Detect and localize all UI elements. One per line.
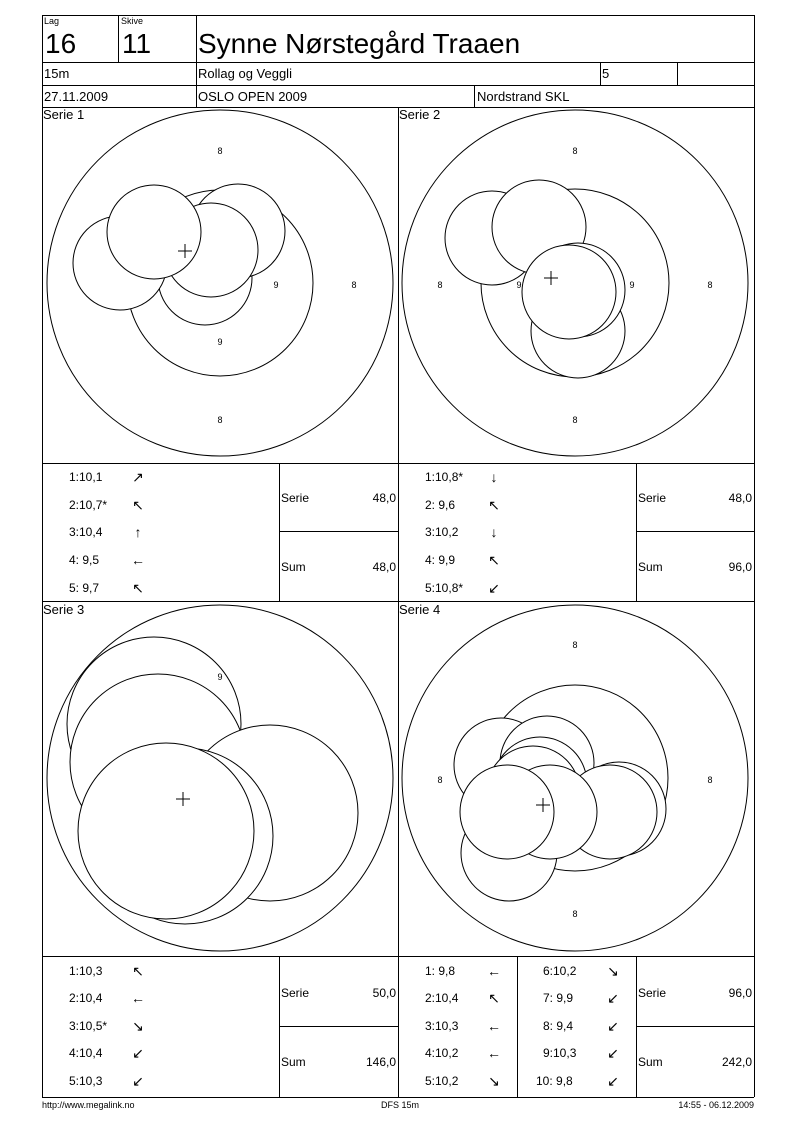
shot-direction-icon: ↙ <box>132 1045 144 1061</box>
shot-direction-icon: ↘ <box>607 963 619 979</box>
shot-score: 4: 9,5 <box>69 553 100 567</box>
class-value: 5 <box>602 66 610 81</box>
lag-number: 16 <box>45 28 77 59</box>
serie-1-label: Serie 1 <box>43 107 85 122</box>
ring-label: 8 <box>572 146 578 156</box>
sum-score: 48,0 <box>372 560 396 574</box>
shot-score: 5:10,3 <box>69 1074 103 1088</box>
shot-direction-icon: ← <box>487 963 501 979</box>
shot-direction-icon: ↙ <box>607 990 619 1006</box>
serie-score: 50,0 <box>372 986 396 1000</box>
shot-score: 3:10,5* <box>69 1019 108 1033</box>
serie-label: Serie <box>638 491 667 505</box>
distance: 15m <box>44 66 70 81</box>
event-date: 27.11.2009 <box>44 89 109 104</box>
shot-score: 1:10,1 <box>69 470 103 484</box>
shot-score: 1:10,8* <box>425 470 464 484</box>
ring-label: 9 <box>217 672 223 682</box>
serie-4-label: Serie 4 <box>399 602 441 617</box>
shot-score: 2:10,4 <box>69 991 103 1005</box>
shot-direction-icon: ↖ <box>132 497 144 513</box>
ring-label: 8 <box>217 415 223 425</box>
serie-label: Serie <box>281 491 310 505</box>
ring-label: 8 <box>351 280 357 290</box>
footer-program: DFS 15m <box>380 1100 419 1110</box>
shot-direction-icon: ← <box>487 1018 501 1034</box>
sum-label: Sum <box>281 560 306 574</box>
shot-score: 8: 9,4 <box>543 1019 574 1033</box>
ring-label: 9 <box>516 280 522 290</box>
sum-score: 96,0 <box>728 560 752 574</box>
ring-label: 8 <box>707 775 713 785</box>
club-name: Rollag og Veggli <box>198 66 292 81</box>
ring-label: 8 <box>707 280 713 290</box>
ring-label: 8 <box>572 640 578 650</box>
shot-score: 9:10,3 <box>543 1046 577 1060</box>
sum-label: Sum <box>281 1055 306 1069</box>
shot-direction-icon: ↙ <box>132 1073 144 1089</box>
shot-score: 4:10,2 <box>425 1046 459 1060</box>
shot-score: 5:10,2 <box>425 1074 459 1088</box>
shot-direction-icon: ↙ <box>607 1018 619 1034</box>
skive-number: 11 <box>122 28 152 59</box>
shot-direction-icon: ↙ <box>607 1045 619 1061</box>
shot-score: 2:10,4 <box>425 991 459 1005</box>
shot-direction-icon: ↘ <box>488 1073 500 1089</box>
serie-score: 48,0 <box>372 491 396 505</box>
shot-direction-icon: ↘ <box>132 1018 144 1034</box>
ring-label: 8 <box>572 909 578 919</box>
skive-label: Skive <box>121 16 144 26</box>
ring-label: 8 <box>437 280 443 290</box>
ring-label: 9 <box>217 337 223 347</box>
venue-name: Nordstrand SKL <box>477 89 570 104</box>
shooter-name: Synne Nørstegård Traaen <box>198 28 521 59</box>
ring-label: 8 <box>572 415 578 425</box>
shot-score: 2: 9,6 <box>425 498 456 512</box>
shot-direction-icon: ↑ <box>134 524 142 540</box>
shot-score: 4: 9,9 <box>425 553 456 567</box>
shot-score: 4:10,4 <box>69 1046 103 1060</box>
shot-direction-icon: ↖ <box>132 580 144 596</box>
shot-direction-icon: ↙ <box>488 580 500 596</box>
serie-score: 96,0 <box>728 986 752 1000</box>
shot-direction-icon: ↓ <box>490 469 498 485</box>
event-name: OSLO OPEN 2009 <box>198 89 308 104</box>
sum-score: 146,0 <box>365 1055 396 1069</box>
shot-direction-icon: ← <box>131 552 145 568</box>
sum-label: Sum <box>638 560 663 574</box>
shot-direction-icon: ← <box>487 1045 501 1061</box>
sum-score: 242,0 <box>721 1055 752 1069</box>
shot-score: 7: 9,9 <box>543 991 574 1005</box>
serie-label: Serie <box>638 986 667 1000</box>
serie-label: Serie <box>281 986 310 1000</box>
shot-score: 5: 9,7 <box>69 581 100 595</box>
shot-direction-icon: ↖ <box>132 963 144 979</box>
footer-url[interactable]: http://www.megalink.no <box>42 1100 135 1110</box>
shot-score: 5:10,8* <box>425 581 464 595</box>
shot-score: 2:10,7* <box>69 498 108 512</box>
shot-score: 6:10,2 <box>543 964 577 978</box>
shot-score: 3:10,4 <box>69 525 103 539</box>
serie-score: 48,0 <box>728 491 752 505</box>
shot-direction-icon: ↓ <box>490 524 498 540</box>
shot-direction-icon: ↖ <box>488 497 500 513</box>
footer-timestamp: 14:55 - 06.12.2009 <box>678 1100 754 1110</box>
ring-label: 9 <box>273 280 279 290</box>
shot-score: 3:10,3 <box>425 1019 459 1033</box>
lag-label: Lag <box>44 16 60 26</box>
serie-3-label: Serie 3 <box>43 602 85 617</box>
ring-label: 9 <box>629 280 635 290</box>
ring-label: 8 <box>437 775 443 785</box>
shot-direction-icon: ↖ <box>488 990 500 1006</box>
shot-score: 10: 9,8 <box>536 1074 573 1088</box>
shot-score: 1: 9,8 <box>425 964 456 978</box>
shot-direction-icon: ↙ <box>607 1073 619 1089</box>
serie-2-label: Serie 2 <box>399 107 441 122</box>
shot-direction-icon: ↖ <box>488 552 500 568</box>
ring-label: 8 <box>217 146 223 156</box>
shot-score: 3:10,2 <box>425 525 459 539</box>
shot-direction-icon: ↗ <box>132 469 144 485</box>
shot-direction-icon: ← <box>131 990 145 1006</box>
shot-score: 1:10,3 <box>69 964 103 978</box>
sum-label: Sum <box>638 1055 663 1069</box>
